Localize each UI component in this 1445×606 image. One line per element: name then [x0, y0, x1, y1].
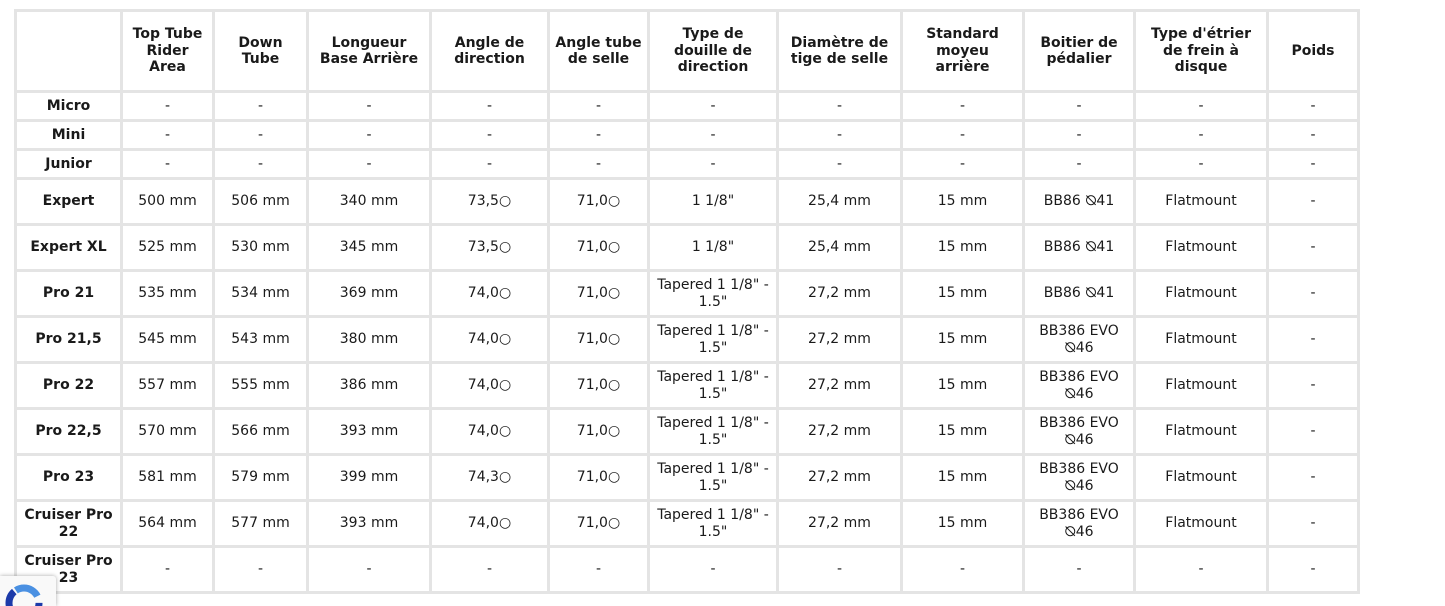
table-cell: - — [1025, 93, 1133, 119]
table-cell: - — [309, 548, 429, 591]
table-cell: 579 mm — [215, 456, 306, 499]
table-cell: 340 mm — [309, 180, 429, 223]
table-cell: - — [1269, 180, 1357, 223]
table-cell: - — [779, 151, 900, 177]
table-cell: - — [215, 548, 306, 591]
table-cell: 500 mm — [123, 180, 212, 223]
table-cell: - — [1269, 364, 1357, 407]
column-header: Poids — [1269, 12, 1357, 90]
table-cell: 73,5○ — [432, 180, 547, 223]
table-cell: Flatmount — [1136, 226, 1266, 269]
column-header: Top Tube Rider Area — [123, 12, 212, 90]
table-cell: 506 mm — [215, 180, 306, 223]
table-cell: 393 mm — [309, 410, 429, 453]
table-cell: - — [903, 93, 1022, 119]
table-row — [17, 364, 1357, 407]
table-cell: 71,0○ — [550, 180, 647, 223]
table-cell: - — [779, 93, 900, 119]
table-cell: 525 mm — [123, 226, 212, 269]
row-size-label: Cruiser Pro 22 — [17, 502, 120, 545]
geometry-table-container — [14, 9, 1360, 594]
table-cell: - — [1025, 151, 1133, 177]
table-cell: 1 1/8" — [650, 180, 776, 223]
row-size-label: Pro 21 — [17, 272, 120, 315]
table-cell: - — [1269, 502, 1357, 545]
table-cell: Tapered 1 1/8" - 1.5" — [650, 456, 776, 499]
table-cell: Tapered 1 1/8" - 1.5" — [650, 364, 776, 407]
table-row — [17, 318, 1357, 361]
table-cell: - — [550, 93, 647, 119]
table-cell: - — [1136, 93, 1266, 119]
table-cell: - — [1025, 122, 1133, 148]
table-cell: - — [1269, 226, 1357, 269]
table-cell: 71,0○ — [550, 272, 647, 315]
table-cell: Tapered 1 1/8" - 1.5" — [650, 318, 776, 361]
table-cell: 27,2 mm — [779, 502, 900, 545]
table-cell: 71,0○ — [550, 226, 647, 269]
table-row — [17, 93, 1357, 119]
row-size-label: Pro 22 — [17, 364, 120, 407]
column-header: Type de douille de direction — [650, 12, 776, 90]
table-cell: - — [779, 122, 900, 148]
recaptcha-icon — [4, 583, 44, 606]
table-row — [17, 151, 1357, 177]
table-cell: 15 mm — [903, 502, 1022, 545]
table-cell: - — [309, 151, 429, 177]
table-cell: 25,4 mm — [779, 180, 900, 223]
table-cell: Flatmount — [1136, 272, 1266, 315]
table-cell: - — [650, 548, 776, 591]
table-cell: Flatmount — [1136, 410, 1266, 453]
table-cell: BB386 EVO ⦰46 — [1025, 364, 1133, 407]
table-cell: 386 mm — [309, 364, 429, 407]
table-cell: - — [1269, 456, 1357, 499]
column-header: Standard moyeu arrière — [903, 12, 1022, 90]
table-cell: Flatmount — [1136, 456, 1266, 499]
table-cell: - — [432, 93, 547, 119]
table-header-row — [17, 12, 1357, 90]
table-cell: - — [550, 151, 647, 177]
table-cell: 1 1/8" — [650, 226, 776, 269]
table-body — [17, 93, 1357, 591]
column-header: Boitier de pédalier — [1025, 12, 1133, 90]
table-cell: - — [1136, 548, 1266, 591]
table-row — [17, 122, 1357, 148]
table-row — [17, 272, 1357, 315]
table-cell: BB386 EVO ⦰46 — [1025, 456, 1133, 499]
column-header: Type d'étrier de frein à disque — [1136, 12, 1266, 90]
table-cell: BB386 EVO ⦰46 — [1025, 318, 1133, 361]
table-cell: Flatmount — [1136, 180, 1266, 223]
column-header: Longueur Base Arrière — [309, 12, 429, 90]
table-cell: - — [1269, 318, 1357, 361]
row-size-label: Cruiser Pro 23 — [17, 548, 120, 591]
table-cell: 27,2 mm — [779, 410, 900, 453]
geometry-table — [14, 9, 1360, 594]
table-cell: 27,2 mm — [779, 318, 900, 361]
table-cell: 15 mm — [903, 410, 1022, 453]
row-size-label: Pro 23 — [17, 456, 120, 499]
row-size-label: Pro 22,5 — [17, 410, 120, 453]
table-cell: 15 mm — [903, 226, 1022, 269]
table-cell: - — [123, 548, 212, 591]
table-cell: BB86 ⦰41 — [1025, 226, 1133, 269]
table-cell: - — [650, 151, 776, 177]
column-header: Angle de direction — [432, 12, 547, 90]
table-cell: - — [903, 122, 1022, 148]
table-cell: - — [215, 93, 306, 119]
table-cell: 380 mm — [309, 318, 429, 361]
table-cell: Tapered 1 1/8" - 1.5" — [650, 272, 776, 315]
table-cell: Tapered 1 1/8" - 1.5" — [650, 502, 776, 545]
table-cell: 15 mm — [903, 272, 1022, 315]
table-cell: 74,0○ — [432, 272, 547, 315]
table-cell: 15 mm — [903, 364, 1022, 407]
table-cell: 570 mm — [123, 410, 212, 453]
table-cell: 73,5○ — [432, 226, 547, 269]
table-cell: Flatmount — [1136, 364, 1266, 407]
table-cell: - — [1269, 272, 1357, 315]
table-cell: - — [1136, 151, 1266, 177]
column-header: Angle tube de selle — [550, 12, 647, 90]
table-row — [17, 226, 1357, 269]
table-cell: 15 mm — [903, 318, 1022, 361]
table-cell: - — [1269, 410, 1357, 453]
table-cell: BB86 ⦰41 — [1025, 272, 1133, 315]
table-cell: 27,2 mm — [779, 272, 900, 315]
column-header: Diamètre de tige de selle — [779, 12, 900, 90]
table-cell: Flatmount — [1136, 318, 1266, 361]
table-cell: 564 mm — [123, 502, 212, 545]
row-size-label: Junior — [17, 151, 120, 177]
table-cell: 545 mm — [123, 318, 212, 361]
table-cell: 27,2 mm — [779, 364, 900, 407]
table-cell: - — [1025, 548, 1133, 591]
header-corner-cell — [17, 12, 120, 90]
table-row — [17, 410, 1357, 453]
table-cell: - — [1269, 93, 1357, 119]
table-cell: 581 mm — [123, 456, 212, 499]
table-cell: 71,0○ — [550, 502, 647, 545]
table-cell: 369 mm — [309, 272, 429, 315]
table-cell: - — [1136, 122, 1266, 148]
table-cell: - — [903, 548, 1022, 591]
column-header: Down Tube — [215, 12, 306, 90]
table-cell: 535 mm — [123, 272, 212, 315]
table-cell: BB386 EVO ⦰46 — [1025, 502, 1133, 545]
table-cell: - — [650, 93, 776, 119]
table-cell: 74,0○ — [432, 502, 547, 545]
table-cell: - — [309, 122, 429, 148]
table-cell: 557 mm — [123, 364, 212, 407]
table-cell: - — [215, 151, 306, 177]
table-cell: 71,0○ — [550, 410, 647, 453]
table-row — [17, 502, 1357, 545]
row-size-label: Expert — [17, 180, 120, 223]
table-cell: - — [1269, 151, 1357, 177]
table-cell: - — [779, 548, 900, 591]
table-cell: 15 mm — [903, 180, 1022, 223]
table-cell: 74,0○ — [432, 364, 547, 407]
table-row — [17, 180, 1357, 223]
row-size-label: Micro — [17, 93, 120, 119]
table-cell: - — [650, 122, 776, 148]
table-cell: - — [123, 151, 212, 177]
table-cell: 25,4 mm — [779, 226, 900, 269]
table-cell: - — [432, 548, 547, 591]
table-cell: - — [550, 548, 647, 591]
table-cell: - — [432, 122, 547, 148]
table-cell: 393 mm — [309, 502, 429, 545]
row-size-label: Mini — [17, 122, 120, 148]
table-cell: - — [903, 151, 1022, 177]
table-cell: - — [1269, 122, 1357, 148]
table-cell: - — [550, 122, 647, 148]
table-cell: Flatmount — [1136, 502, 1266, 545]
table-cell: 534 mm — [215, 272, 306, 315]
table-cell: 74,0○ — [432, 410, 547, 453]
table-cell: 345 mm — [309, 226, 429, 269]
table-cell: 15 mm — [903, 456, 1022, 499]
row-size-label: Pro 21,5 — [17, 318, 120, 361]
table-cell: 74,0○ — [432, 318, 547, 361]
table-cell: BB386 EVO ⦰46 — [1025, 410, 1133, 453]
table-cell: 530 mm — [215, 226, 306, 269]
table-cell: 71,0○ — [550, 318, 647, 361]
table-cell: BB86 ⦰41 — [1025, 180, 1133, 223]
table-cell: 543 mm — [215, 318, 306, 361]
row-size-label: Expert XL — [17, 226, 120, 269]
table-cell: 566 mm — [215, 410, 306, 453]
table-cell: 27,2 mm — [779, 456, 900, 499]
table-cell: 555 mm — [215, 364, 306, 407]
table-cell: 577 mm — [215, 502, 306, 545]
table-cell: 71,0○ — [550, 456, 647, 499]
table-cell: 399 mm — [309, 456, 429, 499]
table-cell: - — [123, 122, 212, 148]
table-cell: - — [215, 122, 306, 148]
table-cell: - — [432, 151, 547, 177]
table-row — [17, 456, 1357, 499]
table-cell: 71,0○ — [550, 364, 647, 407]
table-cell: - — [123, 93, 212, 119]
table-cell: - — [309, 93, 429, 119]
table-cell: Tapered 1 1/8" - 1.5" — [650, 410, 776, 453]
table-row — [17, 548, 1357, 591]
table-cell: 74,3○ — [432, 456, 547, 499]
table-cell: - — [1269, 548, 1357, 591]
